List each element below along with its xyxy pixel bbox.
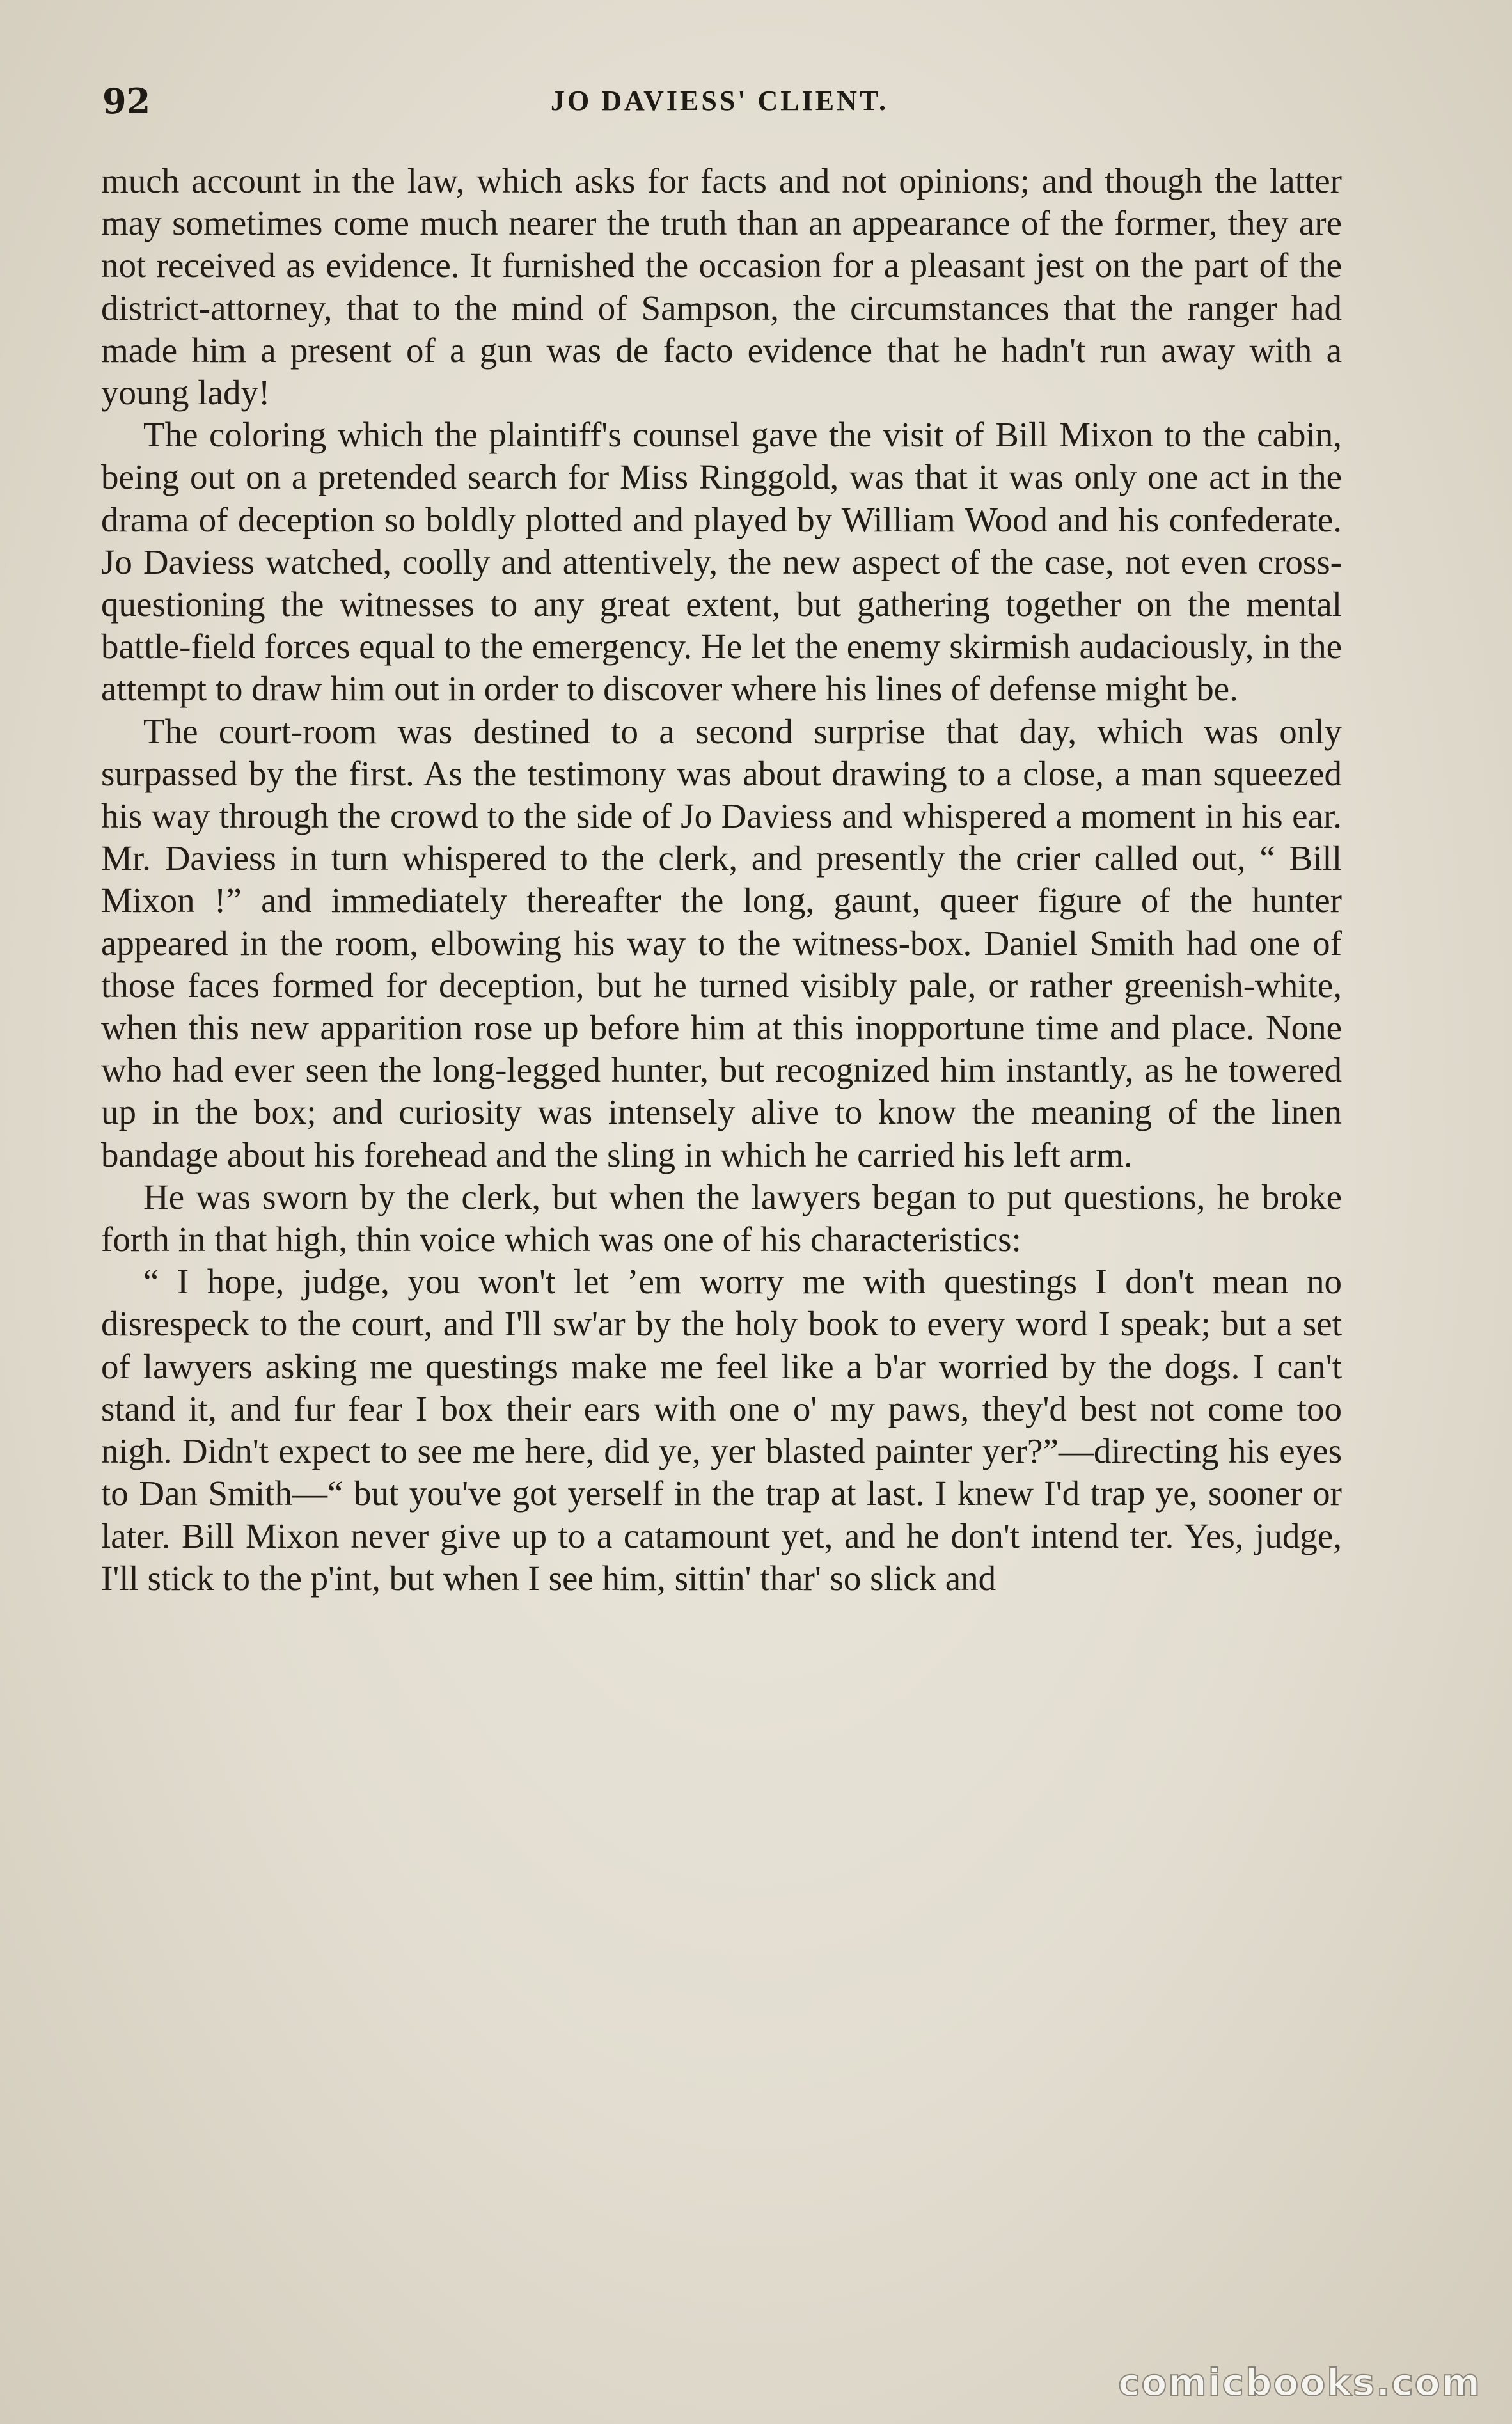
body-text (101, 160, 1342, 1600)
site-watermark: comicbooks.com (1118, 2361, 1481, 2404)
running-head: JO DAVIESS' CLIENT. (551, 85, 888, 116)
paragraph-1: much account in the law, which asks for facts and not opinions; and though the latter may sometimes come much nearer the truth than an appearance of the former, they are not received as evidence. It furnished the occasion for a pleasant jest on the part of the district-attorney, that to the mind of Sampson, the circumstances that the ranger had made him a present of a gun was de facto evidence that he hadn't run away with a young lady! (101, 161, 1342, 413)
paragraph-4: He was sworn by the clerk, but when the lawyers began to put questions, he broke forth in that high, thin voice which was one of his characteristics: (101, 1177, 1342, 1259)
page-number: 92 (102, 81, 151, 122)
paragraph-3: The court-room was destined to a second surprise that day, which was only surpassed by the first. As the testimony was about drawing to a close, a man squeezed his way through the crowd to the side of Jo Daviess and whispered a moment in his ear. Mr. Daviess in turn whispered to the clerk, and presently the crier called out, “ Bill Mixon !” and immediately thereafter the long, gaunt, queer figure of the hunter appeared in the room, elbowing his way to the witness-box. Daniel Smith had one of those faces formed for deception, but he turned visibly pale, or rather greenish-white, when this new apparition rose up before him at this inopportune time and place. None who had ever seen the long-legged hunter, but recognized him instantly, as he towered up in the box; and curiosity was intensely alive to know the meaning of the linen bandage about his forehead and the sling in which he carried his left arm. (101, 711, 1342, 1174)
paragraph-5: “ I hope, judge, you won't let ’em worry me with questings I don't mean no disrespeck to the court, and I'll sw'ar by the holy book to every word I speak; but a set of lawyers asking me questings make me feel like a b'ar worried by the dogs. I can't stand it, and fur fear I box their ears with one o' my paws, they'd best not come too nigh. Didn't expect to see me here, did ye, yer blasted painter yer?”—directing his eyes to Dan Smith—“ but you've got yerself in the trap at last. I knew I'd trap ye, sooner or later. Bill Mixon never give up to a catamount yet, and he don't intend ter. Yes, judge, I'll stick to the p'int, but when I see him, sittin' thar' so slick and (101, 1262, 1342, 1598)
paragraph-2: The coloring which the plaintiff's counsel gave the visit of Bill Mixon to the cabin, being out on a pretended search for Miss Ringgold, was that it was only one act in the drama of deception so boldly plotted and played by William Wood and his confederate. Jo Daviess watched, coolly and attentively, the new aspect of the case, not even cross-questioning the witnesses to any great extent, but gathering together on the mental battle-field forces equal to the emergency. He let the enemy skirmish audaciously, in the attempt to draw him out in order to discover where his lines of defense might be. (101, 415, 1342, 709)
page-header (102, 75, 1337, 127)
